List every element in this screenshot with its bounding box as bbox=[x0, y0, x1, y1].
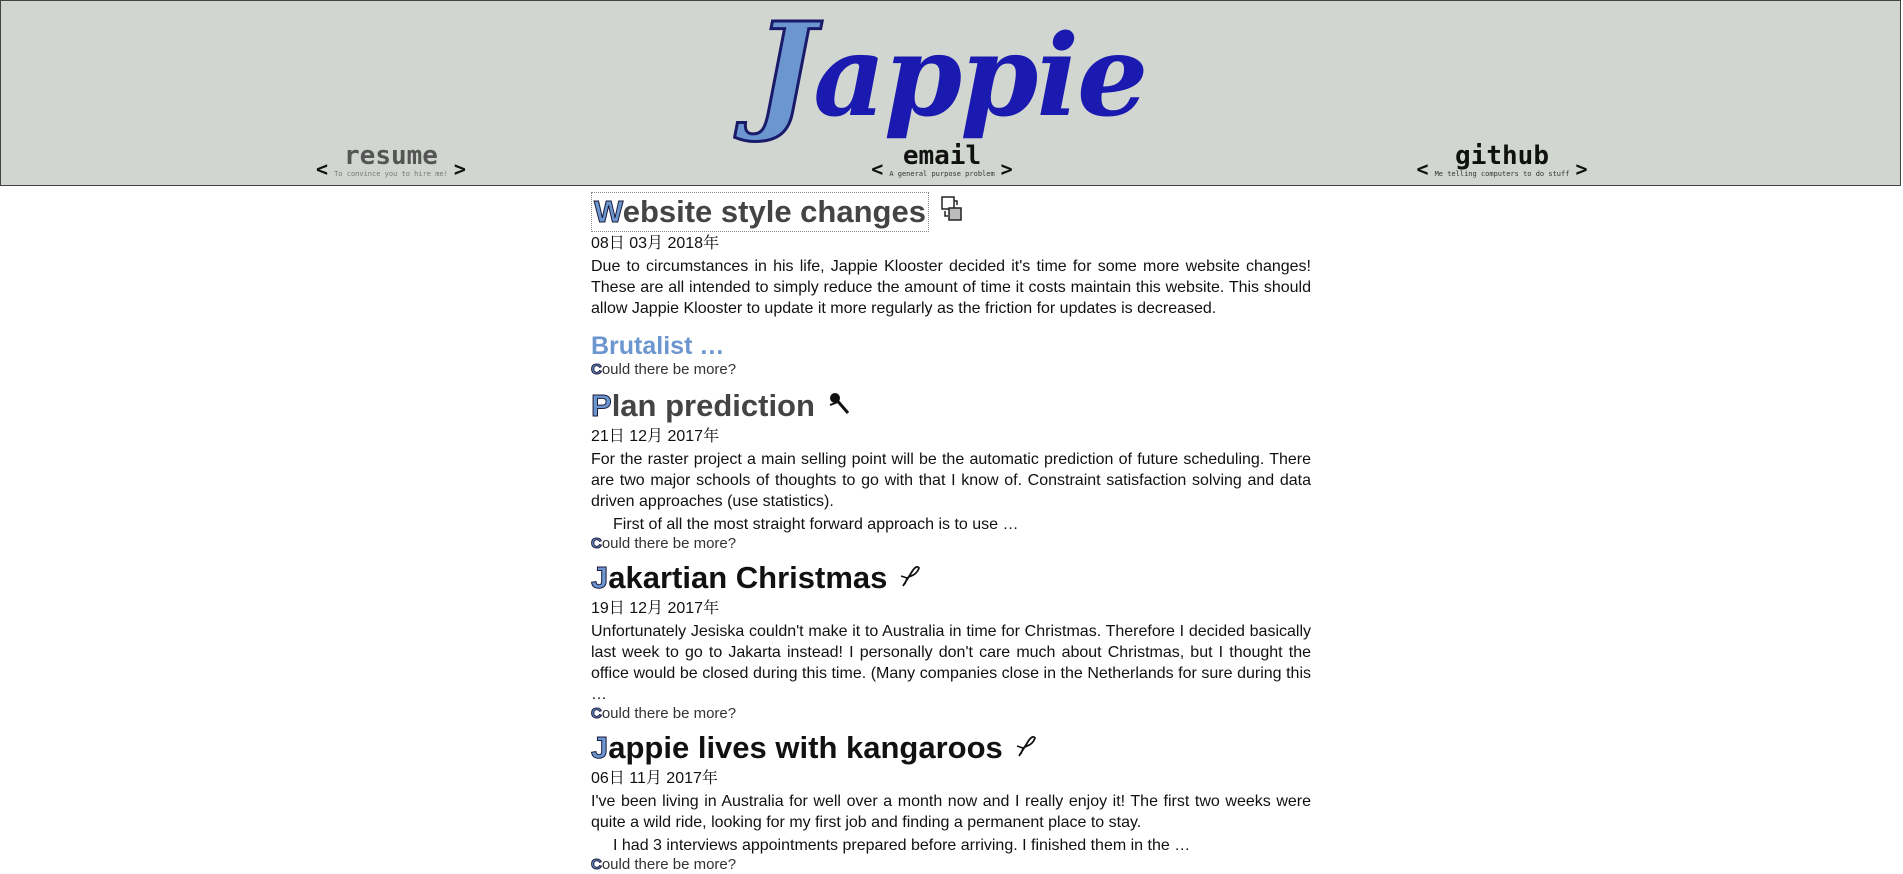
post-excerpt: Unfortunately Jesiska couldn't make it to Australia in time for Christmas. Therefore I decided basically last week to go to Jakarta instead! I personally don't care much about Christmas, but I thought the office would be closed during this time. (Many companies close in the Netherlands for sure during this … bbox=[591, 623, 1311, 703]
read-more-link[interactable]: Could there be more? bbox=[591, 856, 737, 873]
post-excerpt-continued: First of all the most straight forward approach is to use … bbox=[613, 516, 1019, 533]
swap-icon bbox=[941, 193, 963, 231]
nav-bracket-right: > bbox=[1575, 157, 1588, 181]
post-item bbox=[591, 387, 1311, 553]
nav-bracket-left: < bbox=[871, 157, 884, 181]
post-date: 06日 11月 2017年 bbox=[591, 770, 718, 787]
logo-initial: J bbox=[754, 0, 814, 146]
post-date: 21日 12月 2017年 bbox=[591, 428, 720, 445]
nav-email-subtitle: A general purpose problem bbox=[889, 170, 995, 178]
wrench-icon bbox=[827, 387, 851, 425]
quill-icon bbox=[899, 559, 921, 597]
post-item bbox=[591, 729, 1311, 874]
nav-email-label[interactable]: email bbox=[902, 141, 982, 171]
nav-github[interactable] bbox=[1416, 141, 1588, 181]
nav-resume-subtitle: To convince you to hire me! bbox=[334, 170, 448, 178]
post-title[interactable]: Plan prediction bbox=[591, 387, 1311, 425]
site-logo[interactable] bbox=[1, 0, 1900, 146]
post-excerpt-continued: I had 3 interviews appointments prepared before arriving. I finished them in the … bbox=[613, 837, 1191, 854]
nav-email[interactable] bbox=[862, 142, 1022, 179]
logo-text: appie bbox=[813, 11, 1147, 142]
nav-github-label[interactable]: github bbox=[1455, 141, 1549, 171]
post-excerpt: For the raster project a main selling point will be the automatic prediction of future scheduling. There are two major schools of thoughts to go with that I know of. Constraint satisfaction solving and data driven approaches (use statistics). bbox=[591, 451, 1311, 510]
post-date: 08日 03月 2018年 bbox=[591, 235, 720, 252]
nav-bracket-left: < bbox=[316, 157, 329, 181]
post-title[interactable]: Jakartian Christmas bbox=[591, 559, 1311, 597]
nav-github-subtitle: Me telling computers to do stuff bbox=[1434, 170, 1570, 178]
post-item bbox=[591, 559, 1311, 723]
nav-bracket-left: < bbox=[1416, 157, 1429, 181]
site-header bbox=[0, 0, 1901, 186]
post-title[interactable]: Website style changes bbox=[591, 192, 1311, 232]
nav-resume[interactable] bbox=[311, 142, 471, 179]
quill-icon bbox=[1015, 729, 1037, 767]
post-title[interactable]: Jappie lives with kangaroos bbox=[591, 729, 1311, 767]
read-more-link[interactable]: Could there be more? bbox=[591, 535, 737, 552]
post-excerpt: Due to circumstances in his life, Jappie Klooster decided it's time for some more website changes! These are all intended to simply reduce the amount of time it costs maintain this website. This should allow Jappie Klooster to update it more regularly as the friction for updates is decreased. bbox=[591, 258, 1311, 317]
nav-bracket-right: > bbox=[453, 157, 466, 181]
nav-resume-label[interactable]: resume bbox=[344, 141, 438, 171]
post-date: 19日 12月 2017年 bbox=[591, 600, 720, 617]
read-more-link[interactable]: Could there be more? bbox=[591, 361, 737, 378]
nav-bracket-right: > bbox=[1000, 157, 1013, 181]
post-list bbox=[591, 192, 1311, 874]
post-excerpt: I've been living in Australia for well over a month now and I really enjoy it! The first two weeks were quite a wild ride, looking for my first job and finding a permanent place to stay. bbox=[591, 793, 1311, 831]
post-item bbox=[591, 192, 1311, 379]
read-more-link[interactable]: Could there be more? bbox=[591, 705, 737, 722]
post-teaser-link[interactable]: Brutalist … bbox=[591, 332, 725, 360]
